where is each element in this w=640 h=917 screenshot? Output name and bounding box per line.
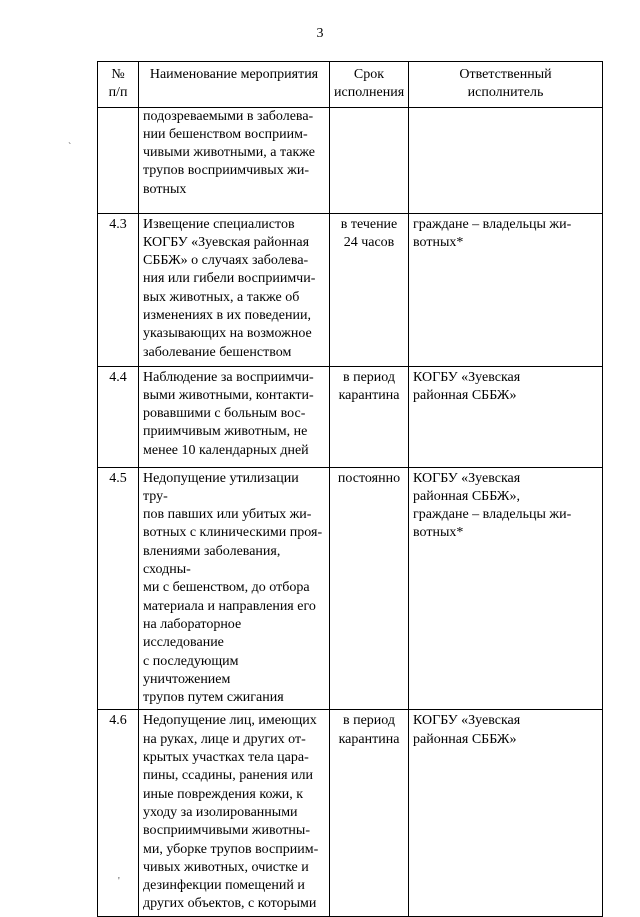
responsible: КОГБУ «Зуевская районная СББЖ» xyxy=(409,710,603,916)
deadline xyxy=(330,107,409,213)
table-row xyxy=(98,467,603,710)
header-deadline: Срок исполнения xyxy=(330,62,409,108)
header-measure-name: Наименование мероприятия xyxy=(139,62,330,108)
header-responsible: Ответственный исполнитель xyxy=(409,62,603,108)
table-row xyxy=(98,710,603,916)
measures-table xyxy=(97,61,603,917)
table-row xyxy=(98,107,603,213)
table-header-row xyxy=(98,62,603,108)
table-row xyxy=(98,213,603,366)
deadline: в период карантина xyxy=(330,366,409,467)
row-number: 4.4 xyxy=(98,366,139,467)
deadline: постоянно xyxy=(330,467,409,710)
measure-name: Недопущение утилизации тру- пов павших или убитых жи- вотных с клиническими проя- влениями заболевания, сходны- ми с бешенством, до отбора материала и направления его на лабораторное исследование с последующим уничтожением трупов путем сжигания xyxy=(139,467,330,710)
row-number: 4.5 xyxy=(98,467,139,710)
scan-speck: ' xyxy=(118,876,120,887)
table-row xyxy=(98,366,603,467)
responsible: КОГБУ «Зуевская районная СББЖ» xyxy=(409,366,603,467)
deadline: в течение 24 часов xyxy=(330,213,409,366)
scan-speck: ` xyxy=(68,142,72,153)
measure-name: Извещение специалистов КОГБУ «Зуевская районная СББЖ» о случаях заболева- ния или гибели восприимчи- вых животных, а также об изменениях в их поведении, указывающих на возможное заболевание бешенством xyxy=(139,213,330,366)
header-number: № п/п xyxy=(98,62,139,108)
responsible: граждане – владельцы жи- вотных* xyxy=(409,213,603,366)
responsible xyxy=(409,107,603,213)
page-number: 3 xyxy=(316,26,324,41)
row-number: 4.6 xyxy=(98,710,139,916)
measure-name: Недопущение лиц, имеющих на руках, лице и других от- крытых участках тела цара- пины, ссадины, ранения или иные повреждения кожи, к уходу за изолированными восприимчивыми животны- ми, уборке трупов восприим- чивых животных, очистке и дезинфекции помещений и других объектов, с которыми xyxy=(139,710,330,916)
measure-name: подозреваемыми в заболева- нии бешенством восприим- чивыми животными, а также трупов восприимчивых жи- вотных xyxy=(139,107,330,213)
deadline: в период карантина xyxy=(330,710,409,916)
row-number: 4.3 xyxy=(98,213,139,366)
measure-name: Наблюдение за восприимчи- выми животными, контакти- ровавшими с больным вос- приимчивым животным, не менее 10 календарных дней xyxy=(139,366,330,467)
row-number xyxy=(98,107,139,213)
responsible: КОГБУ «Зуевская районная СББЖ», граждане – владельцы жи- вотных* xyxy=(409,467,603,710)
